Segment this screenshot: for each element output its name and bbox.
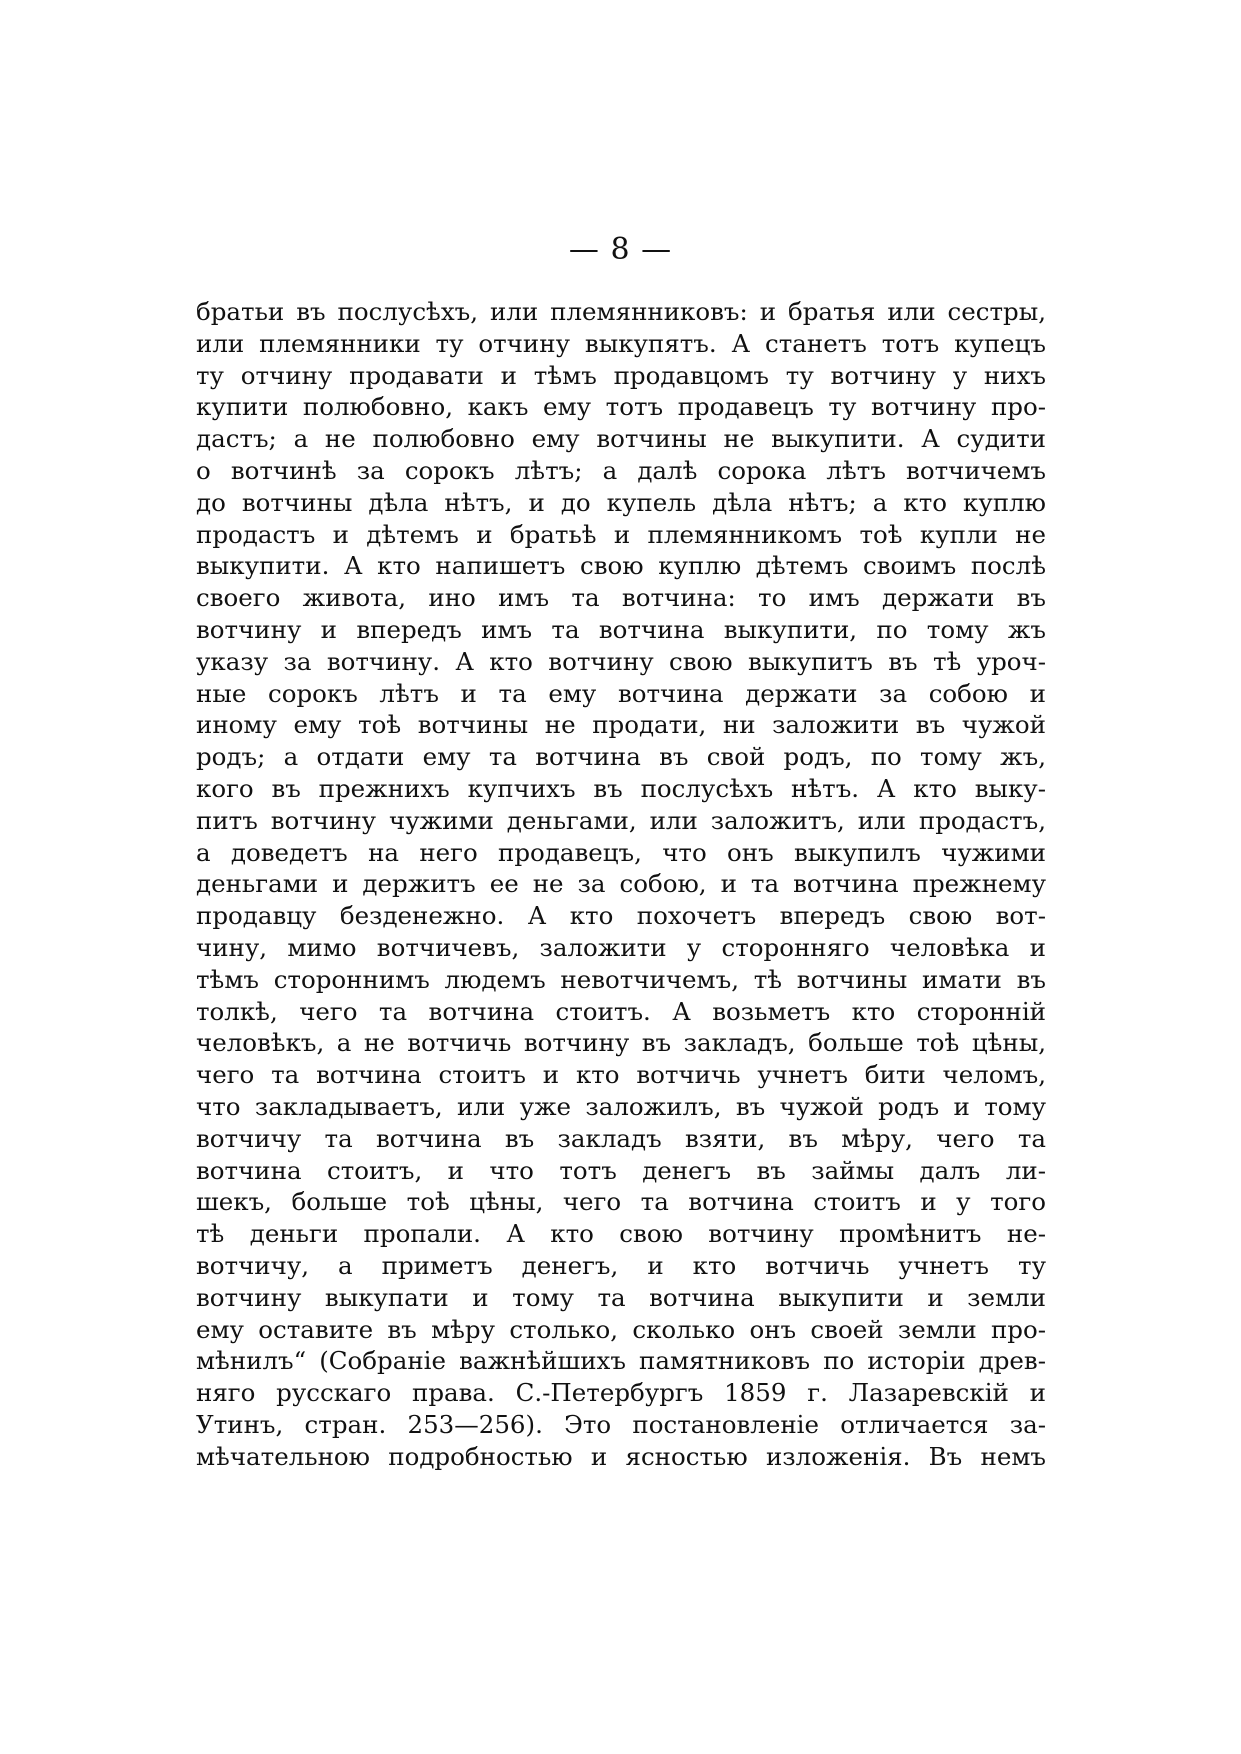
text-line: до вотчины дѣла нѣтъ, и до купель дѣла нѣтъ; а кто куплю: [196, 487, 1046, 517]
body-text: [196, 296, 1046, 1472]
text-line: мѣнилъ“ (Собраніе важнѣйшихъ памятниковъ по исторіи древ-: [196, 1346, 1046, 1376]
text-line: выкупити. А кто напишетъ свою куплю дѣтемъ своимъ послѣ: [196, 551, 1046, 581]
text-line: чего та вотчина стоитъ и кто вотчичь учнетъ бити челомъ,: [196, 1060, 1046, 1090]
text-line: продавцу безденежно. А кто похочетъ впередъ свою вот-: [196, 901, 1046, 931]
text-line: чину, мимо вотчичевъ, заложити у сторонняго человѣка и: [196, 932, 1046, 962]
text-line: вотчину выкупати и тому та вотчина выкупити и земли: [196, 1282, 1046, 1312]
text-line: дастъ; а не полюбовно ему вотчины не выкупити. А судити: [196, 424, 1046, 454]
text-line: купити полюбовно, какъ ему тотъ продавецъ ту вотчину про-: [196, 392, 1046, 422]
text-line: ные сорокъ лѣтъ и та ему вотчина держати за собою и: [196, 678, 1046, 708]
text-line: продастъ и дѣтемъ и братьѣ и племянникомъ тоѣ купли не: [196, 519, 1046, 549]
text-line: указу за вотчину. А кто вотчину свою выкупитъ въ тѣ уроч-: [196, 646, 1046, 676]
text-line: человѣкъ, а не вотчичь вотчину въ закладъ, больше тоѣ цѣны,: [196, 1028, 1046, 1058]
text-line: тѣ деньги пропали. А кто свою вотчину промѣнитъ не-: [196, 1219, 1046, 1249]
text-line: о вотчинѣ за сорокъ лѣтъ; а далѣ сорока лѣтъ вотчичемъ: [196, 455, 1046, 485]
text-line: деньгами и держитъ ее не за собою, и та вотчина прежнему: [196, 869, 1046, 899]
text-line: или племянники ту отчину выкупятъ. А станетъ тотъ купецъ: [196, 328, 1046, 358]
text-line: родъ; а отдати ему та вотчина въ свой родъ, по тому жъ,: [196, 742, 1046, 772]
text-line: ему оставите въ мѣру столько, сколько онъ своей земли про-: [196, 1314, 1046, 1344]
text-line: вотчину и впередъ имъ та вотчина выкупити, по тому жъ: [196, 614, 1046, 644]
text-line: няго русскаго права. С.-Петербургъ 1859 г. Лазаревскій и: [196, 1378, 1046, 1408]
text-line: ту отчину продавати и тѣмъ продавцомъ ту вотчину у нихъ: [196, 360, 1046, 390]
text-line: кого въ прежнихъ купчихъ въ послусѣхъ нѣтъ. А кто выку-: [196, 773, 1046, 803]
text-line: а доведетъ на него продавецъ, что онъ выкупилъ чужими: [196, 837, 1046, 867]
text-line: братьи въ послусѣхъ, или племянниковъ: и братья или сестры,: [196, 297, 1046, 326]
text-line: питъ вотчину чужими деньгами, или заложитъ, или продастъ,: [196, 805, 1046, 835]
text-line: вотчина стоитъ, и что тотъ денегъ въ займы далъ ли-: [196, 1155, 1046, 1185]
text-line: тѣмъ стороннимъ людемъ невотчичемъ, тѣ вотчины имати въ: [196, 964, 1046, 994]
text-line: иному ему тоѣ вотчины не продати, ни заложити въ чужой: [196, 710, 1046, 740]
text-line: своего живота, ино имъ та вотчина: то имъ держати въ: [196, 583, 1046, 613]
text-line: шекъ, больше тоѣ цѣны, чего та вотчина стоитъ и у того: [196, 1187, 1046, 1217]
text-line: что закладываетъ, или уже заложилъ, въ чужой родъ и тому: [196, 1091, 1046, 1121]
text-line: толкѣ, чего та вотчина стоитъ. А возьметъ кто сторонній: [196, 996, 1046, 1026]
page-number: — 8 —: [568, 232, 673, 267]
text-line: Утинъ, стран. 253—256). Это постановленіе отличается за-: [196, 1409, 1046, 1439]
text-line: мѣчательною подробностью и ясностью изложенія. Въ немъ: [196, 1441, 1046, 1471]
text-line: вотчичу та вотчина въ закладъ взяти, въ мѣру, чего та: [196, 1123, 1046, 1153]
text-line: вотчичу, а приметъ денегъ, и кто вотчичь учнетъ ту: [196, 1250, 1046, 1280]
